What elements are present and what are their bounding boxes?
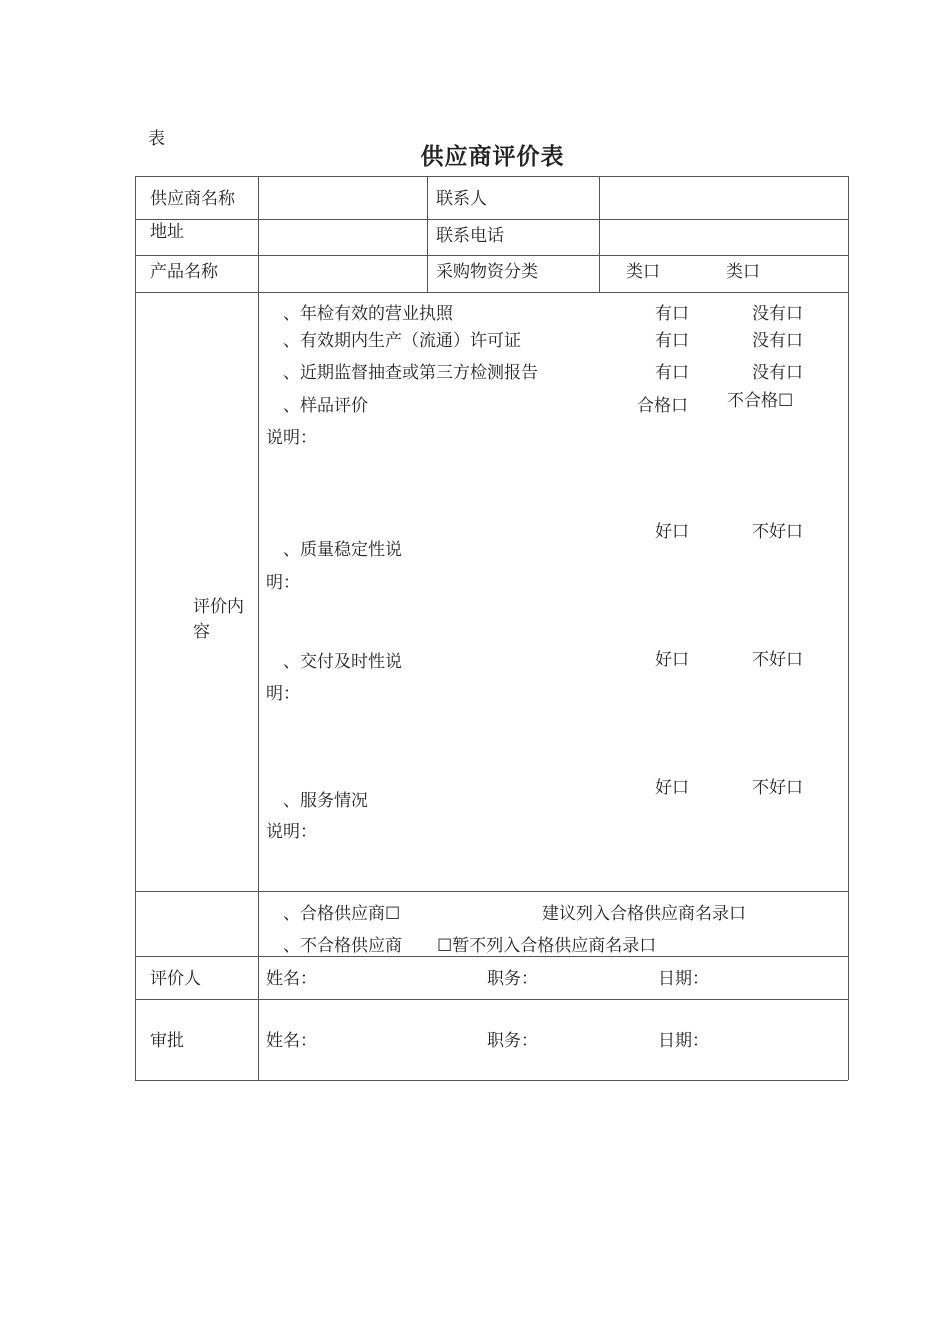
product-name-field[interactable]	[262, 258, 424, 289]
supplier-name-field[interactable]	[262, 180, 424, 216]
document-prefix: 表	[148, 129, 165, 149]
approval-date-label: 日期：	[658, 1031, 709, 1051]
item-service: 、服务情况	[283, 791, 368, 811]
approval-name-label: 姓名：	[266, 1031, 317, 1051]
category-option-1[interactable]: 类口	[626, 262, 660, 282]
supplier-name-label: 供应商名称	[150, 189, 235, 209]
inspection-report-no-checkbox[interactable]: 没有口	[752, 363, 803, 383]
item-production-permit: 、有效期内生产（流通）许可证	[283, 331, 521, 351]
production-permit-no-checkbox[interactable]: 没有口	[752, 331, 803, 351]
category-label: 采购物资分类	[436, 262, 538, 282]
unqualified-supplier-label: 、不合格供应商	[283, 936, 402, 956]
sample-pass-checkbox[interactable]: 合格口	[637, 396, 688, 416]
address-label: 地址	[150, 222, 184, 242]
sample-fail-checkbox[interactable]: 不合格☐	[727, 391, 794, 411]
not-list-checkbox[interactable]: ☐暂不列入合格供应商名录口	[437, 936, 657, 956]
delivery-bad-checkbox[interactable]: 不好口	[752, 650, 803, 670]
delivery-good-checkbox[interactable]: 好口	[655, 650, 689, 670]
item-business-license: 、年检有效的营业执照	[283, 304, 453, 324]
address-field[interactable]	[262, 222, 424, 252]
sample-note-label: 说明：	[266, 428, 317, 448]
product-name-label: 产品名称	[150, 262, 218, 282]
item-inspection-report: 、近期监督抽查或第三方检测报告	[283, 363, 538, 383]
service-note-label: 说明：	[266, 822, 317, 842]
item-delivery-timeliness: 、交付及时性说	[283, 652, 402, 672]
contact-phone-field[interactable]	[603, 222, 845, 252]
evaluator-position-label: 职务：	[487, 969, 538, 989]
evaluation-section-label: 评价内	[193, 597, 244, 617]
production-permit-yes-checkbox[interactable]: 有口	[655, 331, 689, 351]
contact-label: 联系人	[436, 189, 487, 209]
quality-note-label: 明：	[266, 573, 300, 593]
contact-phone-label: 联系电话	[436, 226, 504, 246]
business-license-no-checkbox[interactable]: 没有口	[752, 304, 803, 324]
contact-field[interactable]	[603, 180, 845, 216]
category-option-2[interactable]: 类口	[726, 262, 760, 282]
delivery-note-label: 明：	[266, 684, 300, 704]
evaluator-label: 评价人	[150, 969, 201, 989]
evaluator-name-label: 姓名：	[266, 969, 317, 989]
document-title: 供应商评价表	[420, 144, 565, 170]
service-good-checkbox[interactable]: 好口	[655, 778, 689, 798]
item-sample-evaluation: 、样品评价	[283, 396, 368, 416]
quality-good-checkbox[interactable]: 好口	[655, 522, 689, 542]
qualified-supplier-checkbox[interactable]: 、合格供应商☐	[283, 904, 401, 924]
business-license-yes-checkbox[interactable]: 有口	[655, 304, 689, 324]
recommend-list-checkbox[interactable]: 建议列入合格供应商名录口	[542, 904, 746, 924]
evaluator-date-label: 日期：	[658, 969, 709, 989]
quality-bad-checkbox[interactable]: 不好口	[752, 522, 803, 542]
evaluation-section-label-cont: 容	[193, 622, 210, 642]
approval-label: 审批	[150, 1031, 184, 1051]
approval-position-label: 职务：	[487, 1031, 538, 1051]
service-bad-checkbox[interactable]: 不好口	[752, 778, 803, 798]
inspection-report-yes-checkbox[interactable]: 有口	[655, 363, 689, 383]
item-quality-stability: 、质量稳定性说	[283, 540, 402, 560]
